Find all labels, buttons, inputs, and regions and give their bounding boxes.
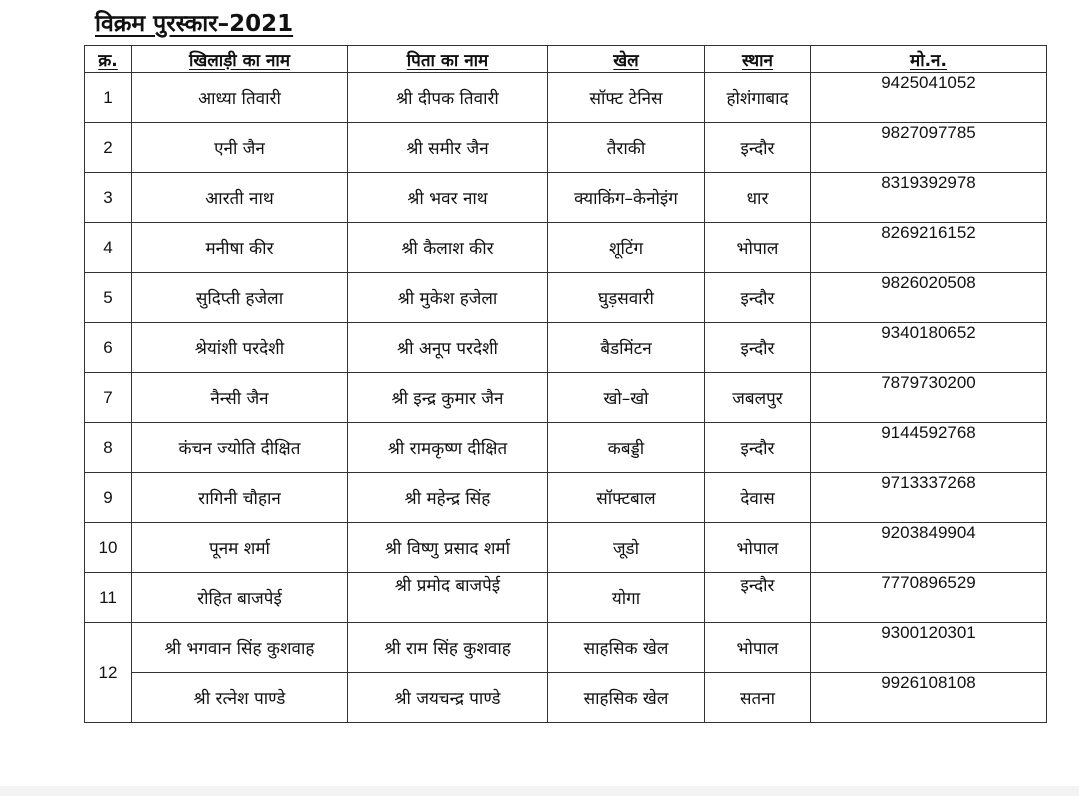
cell-father: श्री कैलाश कीर xyxy=(348,223,548,273)
cell-place: भोपाल xyxy=(705,223,811,273)
cell-mobile: 9203849904 xyxy=(811,523,1047,573)
cell-sr: 7 xyxy=(85,373,132,423)
cell-father: श्री दीपक तिवारी xyxy=(348,73,548,123)
cell-mobile: 9300120301 xyxy=(811,623,1047,673)
cell-place: जबलपुर xyxy=(705,373,811,423)
cell-mobile: 9713337268 xyxy=(811,473,1047,523)
cell-player: रोहित बाजपेई xyxy=(132,573,348,623)
cell-father: श्री प्रमोद बाजपेई xyxy=(348,573,548,623)
cell-player: कंचन ज्योति दीक्षित xyxy=(132,423,348,473)
header-player: खिलाड़ी का नाम xyxy=(132,46,348,73)
cell-place: धार xyxy=(705,173,811,223)
table-row xyxy=(85,573,1047,623)
cell-player: नैन्सी जैन xyxy=(132,373,348,423)
table-row xyxy=(85,423,1047,473)
cell-place: भोपाल xyxy=(705,623,811,673)
cell-player: आरती नाथ xyxy=(132,173,348,223)
cell-mobile: 9144592768 xyxy=(811,423,1047,473)
cell-mobile: 9425041052 xyxy=(811,73,1047,123)
table-row xyxy=(85,223,1047,273)
cell-sr: 4 xyxy=(85,223,132,273)
cell-father: श्री रामकृष्ण दीक्षित xyxy=(348,423,548,473)
table-row xyxy=(85,73,1047,123)
cell-player: मनीषा कीर xyxy=(132,223,348,273)
cell-mobile: 8319392978 xyxy=(811,173,1047,223)
table-body xyxy=(85,73,1047,723)
table-row xyxy=(85,623,1047,673)
cell-sr: 6 xyxy=(85,323,132,373)
cell-sr: 2 xyxy=(85,123,132,173)
cell-sport: बैडमिंटन xyxy=(548,323,705,373)
cell-place: इन्दौर xyxy=(705,123,811,173)
cell-place: इन्दौर xyxy=(705,423,811,473)
cell-sr: 5 xyxy=(85,273,132,323)
cell-mobile: 9826020508 xyxy=(811,273,1047,323)
cell-place: होशंगाबाद xyxy=(705,73,811,123)
header-place: स्थान xyxy=(705,46,811,73)
cell-father: श्री समीर जैन xyxy=(348,123,548,173)
cell-sr: 11 xyxy=(85,573,132,623)
cell-player: श्रेयांशी परदेशी xyxy=(132,323,348,373)
cell-player: श्री रत्नेश पाण्डे xyxy=(132,673,348,723)
table-row xyxy=(85,473,1047,523)
cell-mobile: 7879730200 xyxy=(811,373,1047,423)
bottom-strip xyxy=(0,786,1079,796)
cell-father: श्री राम सिंह कुशवाह xyxy=(348,623,548,673)
table-header-row xyxy=(85,46,1047,73)
cell-mobile: 9827097785 xyxy=(811,123,1047,173)
cell-father: श्री मुकेश हजेला xyxy=(348,273,548,323)
cell-mobile: 7770896529 xyxy=(811,573,1047,623)
page-title: विक्रम पुरस्कार–2021 xyxy=(95,11,294,37)
table-row xyxy=(85,673,1047,723)
cell-sr: 12 xyxy=(85,623,132,723)
cell-sr: 3 xyxy=(85,173,132,223)
header-sport: खेल xyxy=(548,46,705,73)
cell-father: श्री इन्द्र कुमार जैन xyxy=(348,373,548,423)
header-sr: क्र. xyxy=(85,46,132,73)
cell-mobile: 8269216152 xyxy=(811,223,1047,273)
cell-sport: घुड़सवारी xyxy=(548,273,705,323)
cell-sport: क्याकिंग–केनोइंग xyxy=(548,173,705,223)
cell-place: इन्दौर xyxy=(705,323,811,373)
cell-sport: साहसिक खेल xyxy=(548,673,705,723)
table-row xyxy=(85,273,1047,323)
cell-mobile: 9926108108 xyxy=(811,673,1047,723)
cell-father: श्री महेन्द्र सिंह xyxy=(348,473,548,523)
header-mobile: मो.न. xyxy=(811,46,1047,73)
cell-mobile: 9340180652 xyxy=(811,323,1047,373)
cell-sport: शूटिंग xyxy=(548,223,705,273)
cell-sport: सॉफ्टबाल xyxy=(548,473,705,523)
cell-sr: 8 xyxy=(85,423,132,473)
cell-sr: 9 xyxy=(85,473,132,523)
cell-player: रागिनी चौहान xyxy=(132,473,348,523)
cell-player: श्री भगवान सिंह कुशवाह xyxy=(132,623,348,673)
table-row xyxy=(85,123,1047,173)
cell-sport: तैराकी xyxy=(548,123,705,173)
cell-sport: साहसिक खेल xyxy=(548,623,705,673)
cell-place: सतना xyxy=(705,673,811,723)
cell-player: सुदिप्ती हजेला xyxy=(132,273,348,323)
cell-sport: जूडो xyxy=(548,523,705,573)
cell-sport: कबड्डी xyxy=(548,423,705,473)
cell-player: एनी जैन xyxy=(132,123,348,173)
cell-sr: 1 xyxy=(85,73,132,123)
table-row xyxy=(85,523,1047,573)
cell-father: श्री जयचन्द्र पाण्डे xyxy=(348,673,548,723)
cell-place: देवास xyxy=(705,473,811,523)
table-row xyxy=(85,173,1047,223)
awards-table xyxy=(84,45,1047,723)
cell-player: पूनम शर्मा xyxy=(132,523,348,573)
cell-father: श्री विष्णु प्रसाद शर्मा xyxy=(348,523,548,573)
cell-father: श्री भवर नाथ xyxy=(348,173,548,223)
table-row xyxy=(85,373,1047,423)
cell-place: इन्दौर xyxy=(705,573,811,623)
table-row xyxy=(85,323,1047,373)
cell-father: श्री अनूप परदेशी xyxy=(348,323,548,373)
cell-place: इन्दौर xyxy=(705,273,811,323)
header-father: पिता का नाम xyxy=(348,46,548,73)
cell-sport: सॉफ्ट टेनिस xyxy=(548,73,705,123)
cell-place: भोपाल xyxy=(705,523,811,573)
cell-player: आध्या तिवारी xyxy=(132,73,348,123)
cell-sport: योगा xyxy=(548,573,705,623)
cell-sr: 10 xyxy=(85,523,132,573)
cell-sport: खो–खो xyxy=(548,373,705,423)
